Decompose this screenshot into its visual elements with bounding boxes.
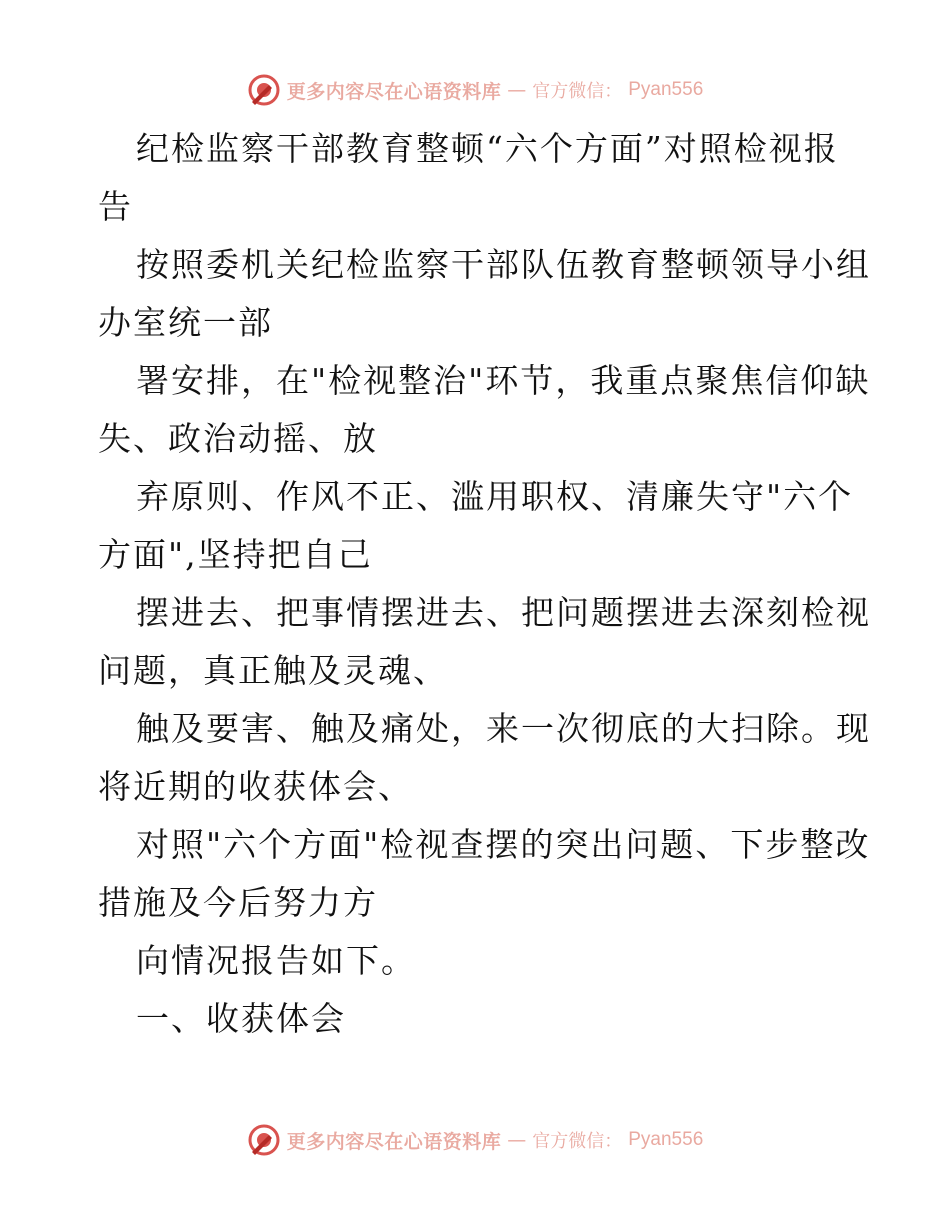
paragraph-line: 触及要害、触及痛处，来一次彻底的大扫除。现 <box>136 709 871 748</box>
paragraph-line: 弃原则、作风不正、滥用职权、清廉失守"六个 <box>136 477 854 516</box>
watermark-text: 更多内容尽在心语资料库 <box>286 1130 502 1153</box>
paragraph-line: 对照"六个方面"检视查摆的突出问题、下步整改 <box>136 825 871 864</box>
document-body <box>98 120 871 1048</box>
header-watermark <box>0 70 950 110</box>
paragraph-line: 向情况报告如下。 <box>136 941 416 980</box>
paragraph-line: 措施及今后努力方 <box>98 883 378 922</box>
paragraph-line: 方面",坚持把自己 <box>98 535 373 574</box>
paragraph-line: 将近期的收获体会、 <box>98 767 413 806</box>
paragraph-line: 失、政治动摇、放 <box>98 419 378 458</box>
paragraph-line: 摆进去、把事情摆进去、把问题摆进去深刻检视 <box>136 593 871 632</box>
paragraph-line: 告 <box>98 187 133 226</box>
footer-watermark <box>0 1120 950 1160</box>
paragraph-line: 按照委机关纪检监察干部队伍教育整顿领导小组 <box>136 245 871 284</box>
watermark-separator: — <box>507 1129 527 1151</box>
watermark-text: 更多内容尽在心语资料库 <box>286 80 502 103</box>
paragraph-line: 问题，真正触及灵魂、 <box>98 651 448 690</box>
pen-logo-icon <box>247 73 281 107</box>
watermark-separator: — <box>507 79 527 101</box>
watermark-label: 官方微信： <box>532 81 623 102</box>
paragraph-line: 纪检监察干部教育整顿“六个方面”对照检视报 <box>136 129 839 168</box>
watermark-label: 官方微信： <box>532 1131 623 1152</box>
paragraph-line: 署安排，在"检视整治"环节，我重点聚焦信仰缺 <box>136 361 871 400</box>
paragraph-line: 办室统一部 <box>98 303 273 342</box>
paragraph-line: 一、收获体会 <box>136 999 346 1038</box>
watermark-wechat-id: Pyan556 <box>628 1129 704 1150</box>
pen-logo-icon <box>247 1123 281 1157</box>
watermark-wechat-id: Pyan556 <box>628 79 704 100</box>
